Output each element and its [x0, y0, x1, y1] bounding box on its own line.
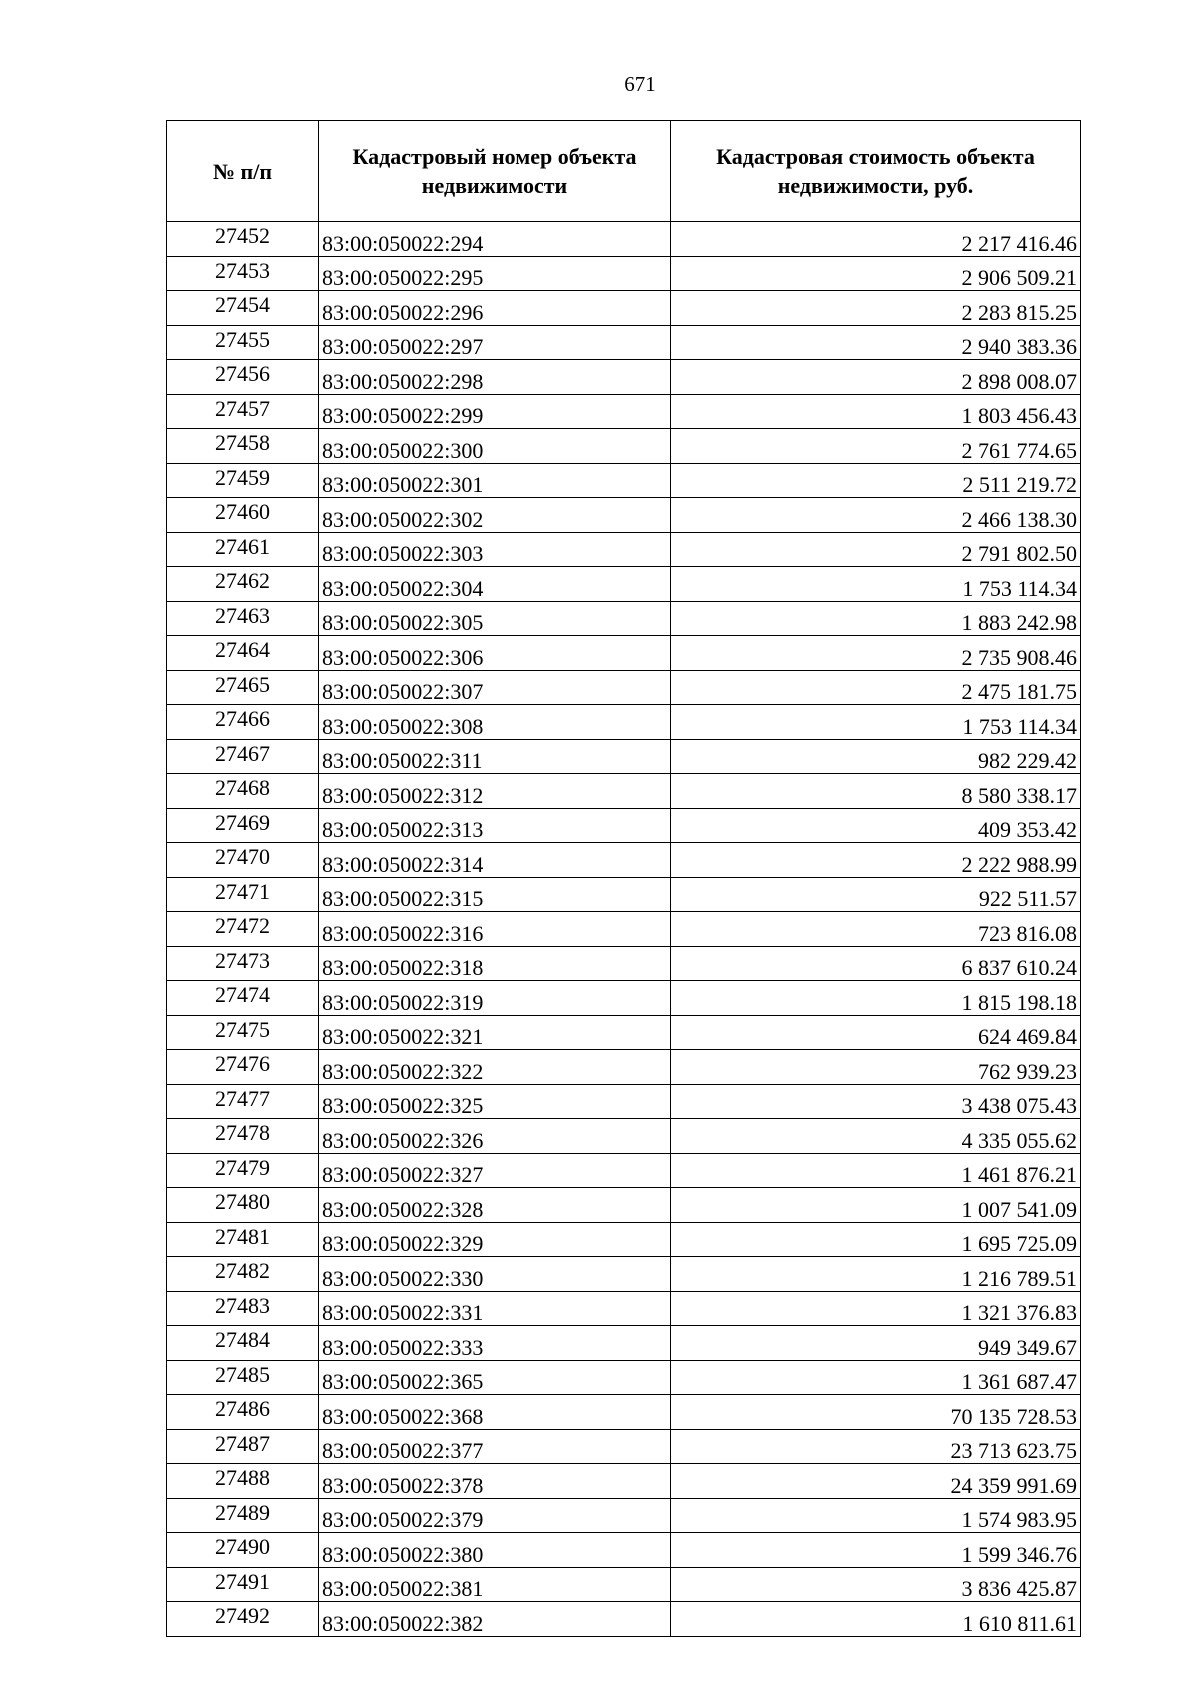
cadastral-number: 83:00:050022:380 [319, 1533, 671, 1568]
cadastral-value: 24 359 991.69 [671, 1464, 1081, 1499]
table-row [167, 498, 1081, 533]
cadastral-value: 70 135 728.53 [671, 1395, 1081, 1430]
row-number: 27479 [167, 1153, 319, 1188]
table-row [167, 256, 1081, 291]
cadastral-value: 23 713 623.75 [671, 1429, 1081, 1464]
table-row [167, 1119, 1081, 1154]
cadastral-value: 1 216 789.51 [671, 1257, 1081, 1292]
cadastral-number: 83:00:050022:327 [319, 1153, 671, 1188]
cadastral-number: 83:00:050022:299 [319, 394, 671, 429]
row-number: 27466 [167, 705, 319, 740]
table-row [167, 1498, 1081, 1533]
table-row [167, 532, 1081, 567]
row-number: 27459 [167, 463, 319, 498]
cadastral-number: 83:00:050022:313 [319, 808, 671, 843]
cadastral-value: 2 511 219.72 [671, 463, 1081, 498]
table-row [167, 808, 1081, 843]
row-number: 27469 [167, 808, 319, 843]
page-number: 671 [624, 72, 656, 96]
row-number: 27486 [167, 1395, 319, 1430]
cadastral-value: 982 229.42 [671, 739, 1081, 774]
row-number: 27477 [167, 1084, 319, 1119]
row-number: 27454 [167, 291, 319, 326]
cadastral-number: 83:00:050022:331 [319, 1291, 671, 1326]
cadastral-value: 2 222 988.99 [671, 843, 1081, 878]
cadastral-value: 2 791 802.50 [671, 532, 1081, 567]
row-number: 27470 [167, 843, 319, 878]
table-header [167, 121, 1081, 222]
cadastral-value: 2 466 138.30 [671, 498, 1081, 533]
table-row [167, 946, 1081, 981]
cadastral-value: 762 939.23 [671, 1050, 1081, 1085]
cadastral-number: 83:00:050022:378 [319, 1464, 671, 1499]
cadastral-value: 2 906 509.21 [671, 256, 1081, 291]
table-row [167, 670, 1081, 705]
header-cadastral-value: Кадастровая стоимость объекта недвижимости, руб. [671, 121, 1081, 222]
table-row [167, 394, 1081, 429]
cadastral-number: 83:00:050022:304 [319, 567, 671, 602]
cadastral-number: 83:00:050022:308 [319, 705, 671, 740]
cadastral-number: 83:00:050022:377 [319, 1429, 671, 1464]
row-number: 27473 [167, 946, 319, 981]
cadastral-value: 4 335 055.62 [671, 1119, 1081, 1154]
row-number: 27478 [167, 1119, 319, 1154]
cadastral-number: 83:00:050022:368 [319, 1395, 671, 1430]
cadastral-number: 83:00:050022:300 [319, 429, 671, 464]
row-number: 27487 [167, 1429, 319, 1464]
table-row [167, 1257, 1081, 1292]
table-row [167, 429, 1081, 464]
row-number: 27452 [167, 222, 319, 257]
cadastral-number: 83:00:050022:321 [319, 1015, 671, 1050]
cadastral-value: 624 469.84 [671, 1015, 1081, 1050]
cadastral-value: 2 940 383.36 [671, 325, 1081, 360]
cadastral-number: 83:00:050022:325 [319, 1084, 671, 1119]
cadastral-number: 83:00:050022:328 [319, 1188, 671, 1223]
cadastral-number: 83:00:050022:314 [319, 843, 671, 878]
header-num: № п/п [167, 121, 319, 222]
cadastral-number: 83:00:050022:315 [319, 877, 671, 912]
cadastral-value: 6 837 610.24 [671, 946, 1081, 981]
row-number: 27457 [167, 394, 319, 429]
row-number: 27456 [167, 360, 319, 395]
cadastral-value: 2 735 908.46 [671, 636, 1081, 671]
row-number: 27472 [167, 912, 319, 947]
cadastral-number: 83:00:050022:381 [319, 1567, 671, 1602]
table-row [167, 1015, 1081, 1050]
table-row [167, 1326, 1081, 1361]
row-number: 27482 [167, 1257, 319, 1292]
cadastral-number: 83:00:050022:319 [319, 981, 671, 1016]
cadastral-value: 8 580 338.17 [671, 774, 1081, 809]
cadastral-value: 1 753 114.34 [671, 567, 1081, 602]
table-row [167, 1533, 1081, 1568]
table-row [167, 1050, 1081, 1085]
table-body [167, 222, 1081, 1637]
row-number: 27467 [167, 739, 319, 774]
row-number: 27474 [167, 981, 319, 1016]
table-row [167, 705, 1081, 740]
cadastral-number: 83:00:050022:305 [319, 601, 671, 636]
row-number: 27460 [167, 498, 319, 533]
row-number: 27485 [167, 1360, 319, 1395]
table-row [167, 1188, 1081, 1223]
row-number: 27458 [167, 429, 319, 464]
cadastral-value: 3 438 075.43 [671, 1084, 1081, 1119]
row-number: 27453 [167, 256, 319, 291]
cadastral-number: 83:00:050022:307 [319, 670, 671, 705]
cadastral-number: 83:00:050022:312 [319, 774, 671, 809]
cadastral-number: 83:00:050022:295 [319, 256, 671, 291]
table-row [167, 1360, 1081, 1395]
table-row [167, 1567, 1081, 1602]
cadastral-value-table [166, 120, 1081, 1637]
cadastral-number: 83:00:050022:329 [319, 1222, 671, 1257]
cadastral-value: 1 361 687.47 [671, 1360, 1081, 1395]
cadastral-number: 83:00:050022:306 [319, 636, 671, 671]
table-row [167, 774, 1081, 809]
row-number: 27455 [167, 325, 319, 360]
table-row [167, 912, 1081, 947]
table-row [167, 291, 1081, 326]
cadastral-number: 83:00:050022:322 [319, 1050, 671, 1085]
cadastral-number: 83:00:050022:326 [319, 1119, 671, 1154]
cadastral-value: 2 283 815.25 [671, 291, 1081, 326]
table-row [167, 877, 1081, 912]
row-number: 27488 [167, 1464, 319, 1499]
table-row [167, 843, 1081, 878]
row-number: 27483 [167, 1291, 319, 1326]
row-number: 27480 [167, 1188, 319, 1223]
row-number: 27475 [167, 1015, 319, 1050]
cadastral-number: 83:00:050022:330 [319, 1257, 671, 1292]
cadastral-number: 83:00:050022:379 [319, 1498, 671, 1533]
cadastral-value: 1 007 541.09 [671, 1188, 1081, 1223]
cadastral-value: 2 217 416.46 [671, 222, 1081, 257]
table-row [167, 1602, 1081, 1637]
table-row [167, 636, 1081, 671]
cadastral-number: 83:00:050022:318 [319, 946, 671, 981]
cadastral-value: 1 574 983.95 [671, 1498, 1081, 1533]
table-row [167, 1395, 1081, 1430]
cadastral-number: 83:00:050022:296 [319, 291, 671, 326]
row-number: 27471 [167, 877, 319, 912]
cadastral-value: 2 475 181.75 [671, 670, 1081, 705]
table-row [167, 1291, 1081, 1326]
cadastral-value: 1 461 876.21 [671, 1153, 1081, 1188]
table-row [167, 360, 1081, 395]
table-row [167, 1429, 1081, 1464]
row-number: 27489 [167, 1498, 319, 1533]
table-row [167, 1222, 1081, 1257]
cadastral-number: 83:00:050022:333 [319, 1326, 671, 1361]
row-number: 27462 [167, 567, 319, 602]
row-number: 27492 [167, 1602, 319, 1637]
cadastral-value: 1 803 456.43 [671, 394, 1081, 429]
cadastral-value: 949 349.67 [671, 1326, 1081, 1361]
cadastral-value: 409 353.42 [671, 808, 1081, 843]
row-number: 27490 [167, 1533, 319, 1568]
cadastral-number: 83:00:050022:311 [319, 739, 671, 774]
cadastral-number: 83:00:050022:297 [319, 325, 671, 360]
table-row [167, 739, 1081, 774]
cadastral-value: 1 599 346.76 [671, 1533, 1081, 1568]
table-row [167, 1153, 1081, 1188]
row-number: 27484 [167, 1326, 319, 1361]
row-number: 27463 [167, 601, 319, 636]
row-number: 27468 [167, 774, 319, 809]
row-number: 27491 [167, 1567, 319, 1602]
table-row [167, 325, 1081, 360]
row-number: 27476 [167, 1050, 319, 1085]
table-row [167, 567, 1081, 602]
header-row [167, 121, 1081, 222]
cadastral-value: 1 695 725.09 [671, 1222, 1081, 1257]
cadastral-number: 83:00:050022:365 [319, 1360, 671, 1395]
cadastral-value: 1 321 376.83 [671, 1291, 1081, 1326]
table-row [167, 981, 1081, 1016]
cadastral-number: 83:00:050022:301 [319, 463, 671, 498]
cadastral-value: 1 883 242.98 [671, 601, 1081, 636]
row-number: 27481 [167, 1222, 319, 1257]
cadastral-value: 2 761 774.65 [671, 429, 1081, 464]
cadastral-number: 83:00:050022:294 [319, 222, 671, 257]
table-row [167, 1084, 1081, 1119]
table-row [167, 463, 1081, 498]
cadastral-value: 1 815 198.18 [671, 981, 1081, 1016]
row-number: 27464 [167, 636, 319, 671]
cadastral-value: 1 610 811.61 [671, 1602, 1081, 1637]
row-number: 27461 [167, 532, 319, 567]
cadastral-value: 2 898 008.07 [671, 360, 1081, 395]
cadastral-value: 723 816.08 [671, 912, 1081, 947]
table-row [167, 601, 1081, 636]
cadastral-number: 83:00:050022:316 [319, 912, 671, 947]
cadastral-value: 1 753 114.34 [671, 705, 1081, 740]
cadastral-value: 3 836 425.87 [671, 1567, 1081, 1602]
table-row [167, 222, 1081, 257]
table-row [167, 1464, 1081, 1499]
cadastral-number: 83:00:050022:302 [319, 498, 671, 533]
cadastral-number: 83:00:050022:303 [319, 532, 671, 567]
header-cadastral-number: Кадастровый номер объекта недвижимости [319, 121, 671, 222]
cadastral-number: 83:00:050022:298 [319, 360, 671, 395]
cadastral-value: 922 511.57 [671, 877, 1081, 912]
row-number: 27465 [167, 670, 319, 705]
cadastral-number: 83:00:050022:382 [319, 1602, 671, 1637]
